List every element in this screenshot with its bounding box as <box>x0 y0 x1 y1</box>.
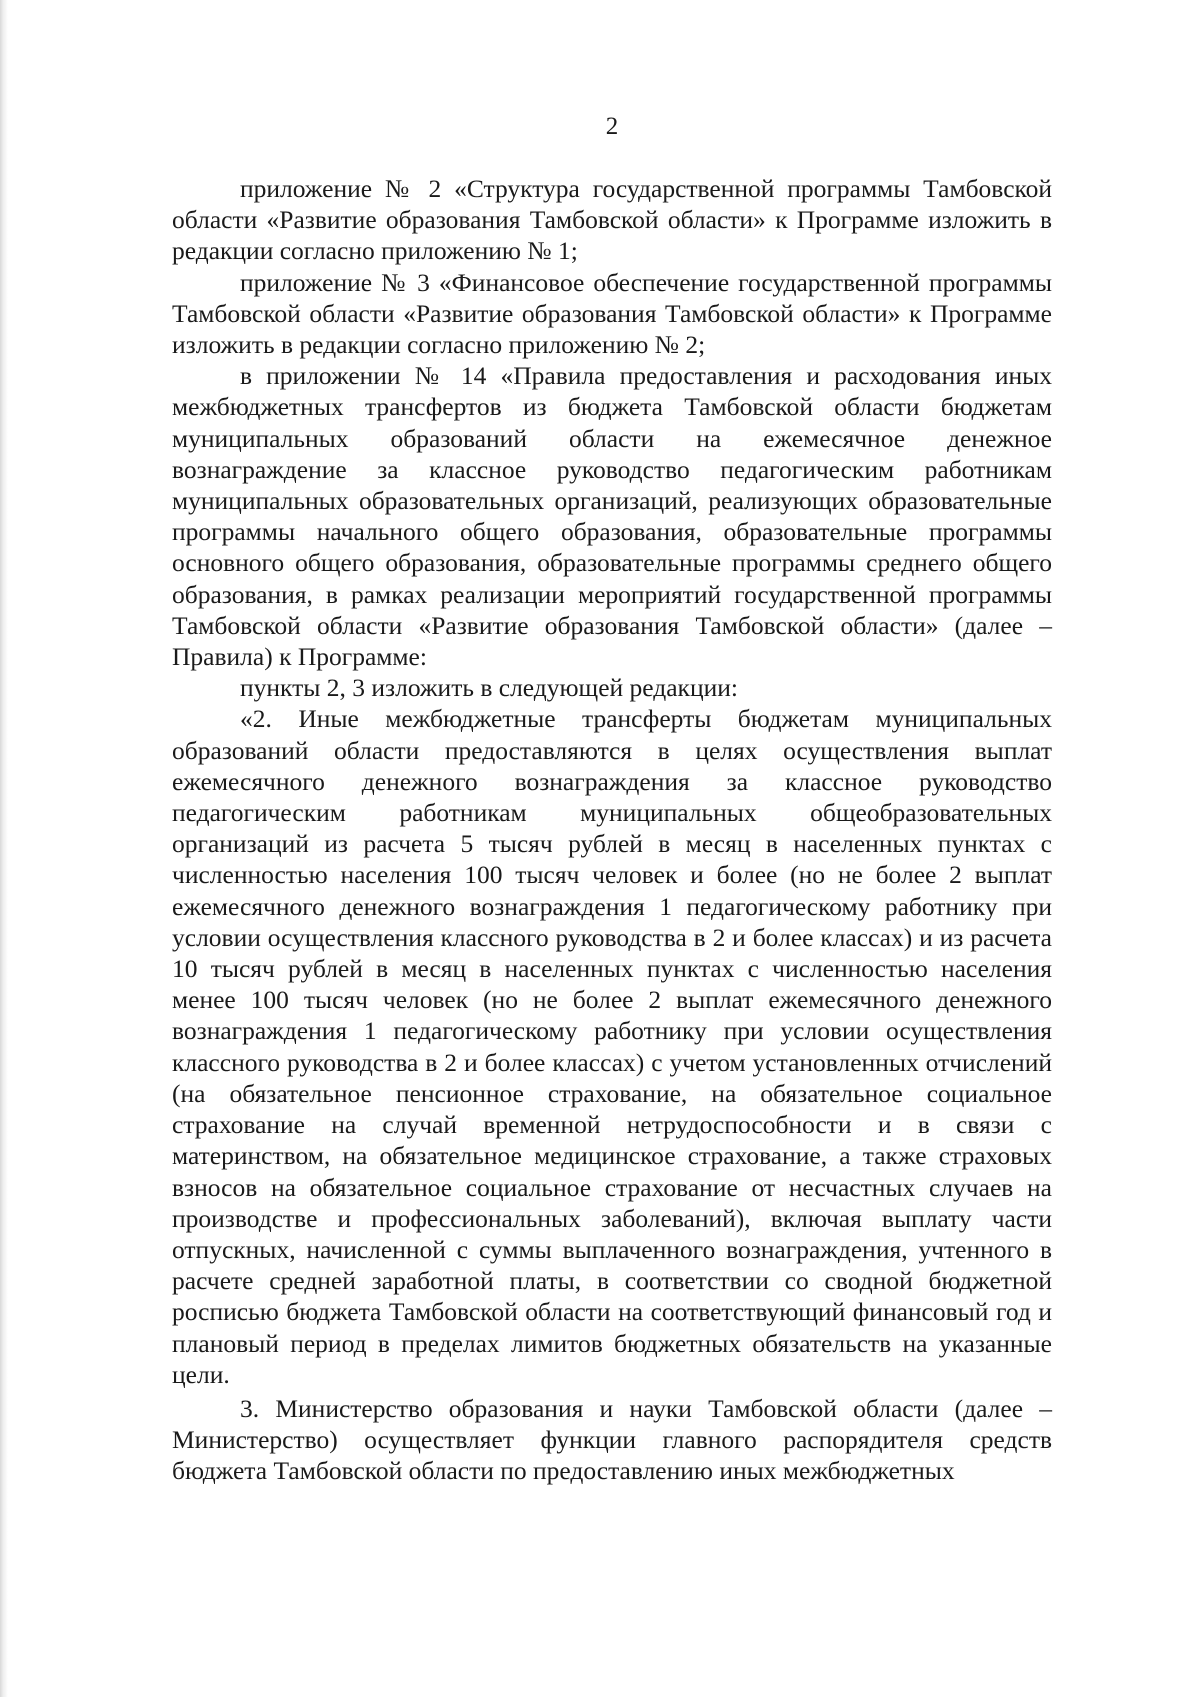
document-body <box>172 173 1052 1487</box>
page-number: 2 <box>605 113 619 140</box>
paragraph-item-2: «2. Иные межбюджетные трансферты бюджетам муниципальных образований области предоставляются в целях осуществления выплат ежемесячного денежного вознаграждения за классное руководство педагогическим работникам муниципальных общеобразовательных организаций из расчета 5 тысяч рублей в месяц в населенных пунктах с численностью населения 100 тысяч человек и более (но не более 2 выплат ежемесячного денежного вознаграждения 1 педагогическому работнику при условии осуществления классного руководства в 2 и более классах) и из расчета 10 тысяч рублей в месяц в населенных пунктах с численностью населения менее 100 тысяч человек (но не более 2 выплат ежемесячного денежного вознаграждения 1 педагогическому работнику при условии осуществления классного руководства в 2 и более классах) с учетом установленных отчислений (на обязательное пенсионное страхование, на обязательное социальное страхование на случай временной нетрудоспособности и в связи с материнством, на обязательное медицинское страхование, а также страховых взносов на обязательное социальное страхование от несчастных случаев на производстве и профессиональных заболеваний), включая выплату части отпускных, начисленной с суммы выплаченного вознаграждения, учтенного в расчете средней заработной платы, в соответствии со сводной бюджетной росписью бюджета Тамбовской области на соответствующий финансовый год и плановый период в пределах лимитов бюджетных обязательств на указанные цели. <box>172 704 1052 1389</box>
paragraph-appendix-3: приложение № 3 «Финансовое обеспечение государственной программы Тамбовской области «Развитие образования Тамбовской области» к Программе изложить в редакции согласно приложению № 2; <box>172 267 1052 360</box>
paragraph-appendix-2: приложение № 2 «Структура государственной программы Тамбовской области «Развитие образования Тамбовской области» к Программе изложить в редакции согласно приложению № 1; <box>172 174 1052 266</box>
scan-edge-shadow <box>0 0 8 1697</box>
paragraph-item-3: 3. Министерство образования и науки Тамбовской области (далее – Министерство) осуществляет функции главного распорядителя средств бюджета Тамбовской области по предоставлению иных межбюджетных <box>172 1393 1052 1486</box>
paragraph-appendix-14: в приложении № 14 «Правила предоставления и расходования иных межбюджетных трансфертов из бюджета Тамбовской области бюджетам муниципальных образований области на ежемесячное денежное вознаграждение за классное руководство педагогическим работникам муниципальных образовательных организаций, реализующих образовательные программы начального общего образования, образовательные программы основного общего образования, образовательные программы среднего общего образования, в рамках реализации мероприятий государственной программы Тамбовской области «Развитие образования Тамбовской области» (далее – Правила) к Программе: <box>172 361 1052 672</box>
paragraph-items-2-3: пункты 2, 3 изложить в следующей редакции: <box>240 673 738 703</box>
